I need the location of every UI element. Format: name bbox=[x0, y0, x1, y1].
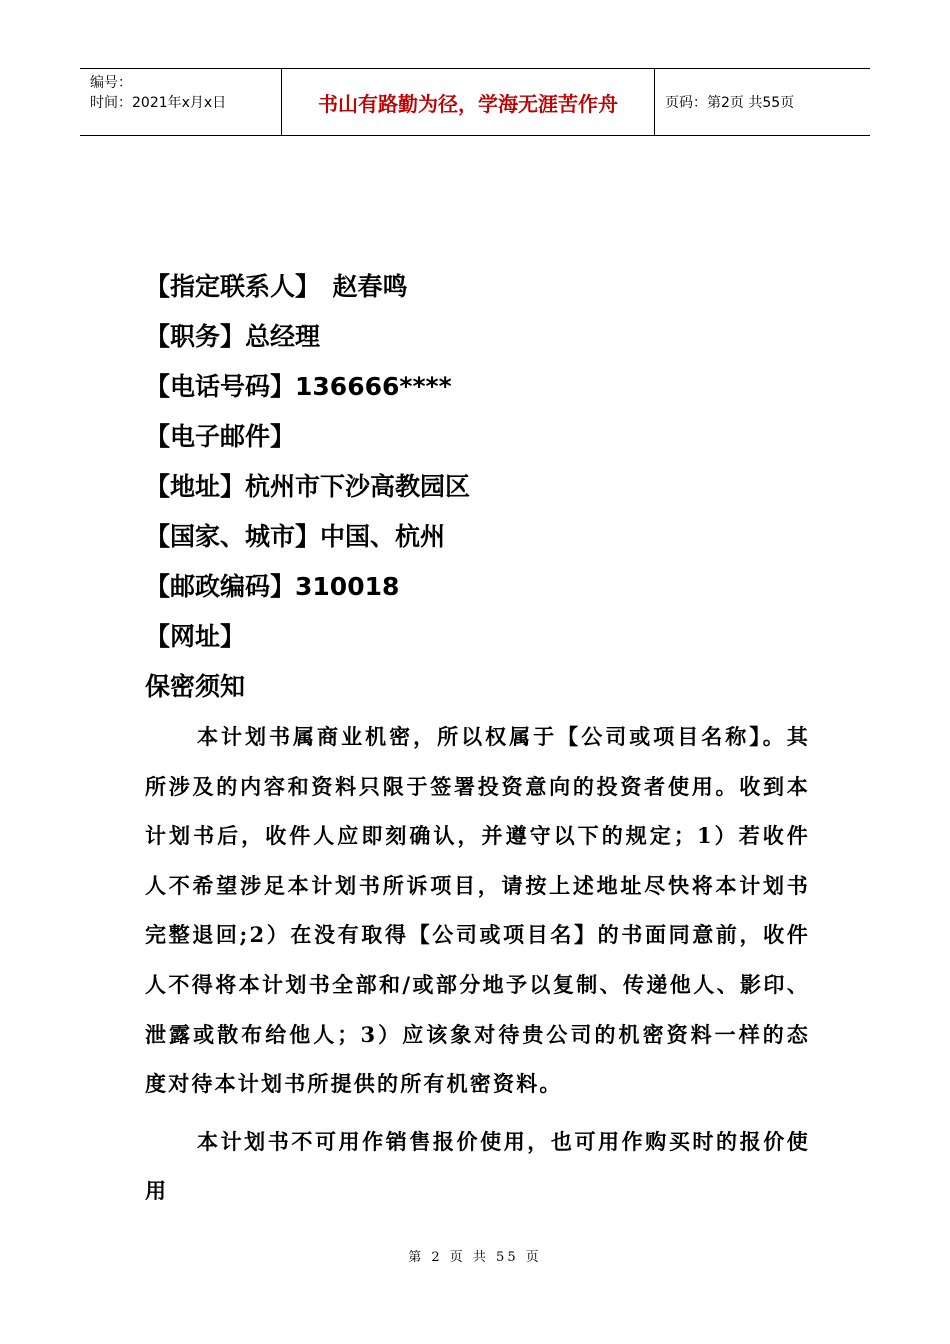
field-phone bbox=[145, 362, 810, 412]
field-country-city bbox=[145, 512, 810, 562]
header-motto: 书山有路勤为径，学海无涯苦作舟 bbox=[281, 69, 655, 135]
field-value: 136666**** bbox=[295, 372, 452, 401]
field-label: 【职务】 bbox=[145, 322, 246, 351]
field-label: 【电子邮件】 bbox=[145, 422, 296, 451]
field-email bbox=[145, 412, 810, 462]
field-value: 中国、杭州 bbox=[320, 522, 446, 551]
field-label: 【国家、城市】 bbox=[145, 522, 321, 551]
page-header bbox=[80, 68, 870, 136]
document-body bbox=[145, 262, 810, 1216]
page-footer: 第 2 页 共 55 页 bbox=[408, 1250, 542, 1265]
header-meta bbox=[80, 69, 281, 135]
header-page-number: 页码：第2页 共55页 bbox=[665, 95, 795, 111]
field-label: 【网址】 bbox=[145, 622, 246, 651]
field-postal-code bbox=[145, 562, 810, 612]
field-value: 赵春鸣 bbox=[307, 272, 408, 301]
field-label: 【指定联系人】 bbox=[145, 272, 308, 301]
document-number-label: 编号： bbox=[90, 75, 132, 91]
field-position bbox=[145, 312, 810, 362]
field-value: 总经理 bbox=[245, 322, 321, 351]
field-website bbox=[145, 612, 810, 662]
field-address bbox=[145, 462, 810, 512]
confidential-paragraph: 本计划书属商业机密，所以权属于【公司或项目名称】。其所涉及的内容和资料只限于签署投资意向的投资者使用。收到本计划书后，收件人应即刻确认，并遵守以下的规定；1）若收件人不希望涉足本计划书所诉项目，请按上述地址尽快将本计划书完整退回;2）在没有取得【公司或项目名】的书面同意前，收件人不得将本计划书全部和/或部分地予以复制、传递他人、影印、泄露或散布给他人；3）应该象对待贵公司的机密资料一样的态度对待本计划书所提供的所有机密资料。 bbox=[145, 724, 810, 1097]
field-contact-person bbox=[145, 262, 810, 312]
field-value: 杭州市下沙高教园区 bbox=[245, 472, 471, 501]
confidential-title: 保密须知 bbox=[145, 672, 246, 701]
confidential-paragraph: 本计划书不可用作销售报价使用，也可用作购买时的报价使用 bbox=[145, 1128, 810, 1204]
field-label: 【电话号码】 bbox=[145, 372, 296, 401]
field-label: 【地址】 bbox=[145, 472, 246, 501]
field-value: 310018 bbox=[295, 572, 400, 601]
document-date-label: 时间：2021年x月x日 bbox=[90, 95, 227, 111]
field-label: 【邮政编码】 bbox=[145, 572, 296, 601]
